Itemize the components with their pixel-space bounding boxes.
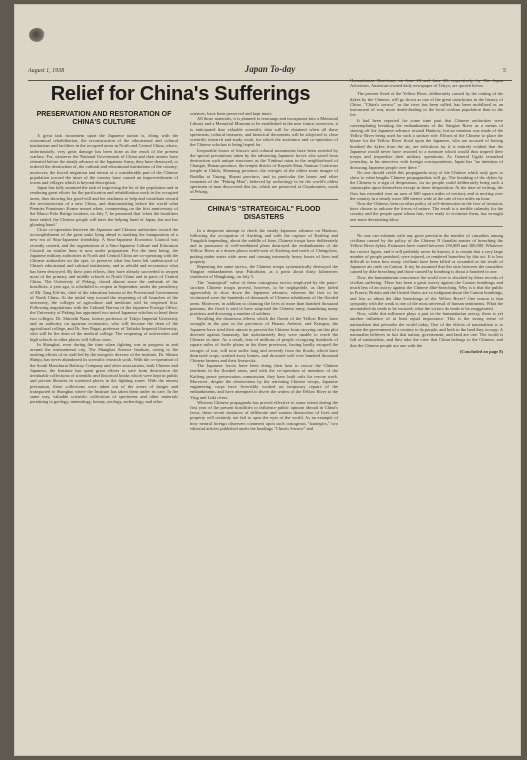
- section-heading-floods: CHINA'S "STRATEGICAL" FLOOD DISASTERS: [207, 205, 321, 221]
- paragraph: sciences, have been preserved and kept intact.: [190, 111, 273, 116]
- page-number: 5: [503, 68, 506, 74]
- paragraph: In a desperate attempt to check the steady Japanese advance on Hankow, following the occupation of Anching and with the capture of Kaifeng and Tungshih impending, about the middle of June, Chinese troops have deliberately and in pursuance of well-meditated plans destroyed the embankments of the Yellow River at a dozen places north-west of Kaifeng and north of Chengchow, putting under water wide areas and causing extremely heavy losses of lives and property.: [190, 227, 338, 264]
- quoted-paragraph: No one can estimate with any great precision the number of casualties among civilians caused by the policy of the Chinese N ilonalist armies of breaching the Yellow River dykes. Estimates have varied between 150,000 and 300,000. Whatever the correct figure, and it will probably never be known, it is certain that a very large number of people perished, were injured, or rendered homeless by this act. It is less difficult to learn how many civilians have been killed or wounded as the result of Japanese air raids on Canton. It my be assumed that the ratio between the casualties caused by dike breaching and those caused by bombing is about a hundred to one.: [350, 232, 503, 275]
- section-divider: [350, 226, 503, 227]
- paragraph: A great task incumbent upon the Japanese nation is, along with the economical rehabilitation, the reconstruction of the educational and cultural institutions and facilities in the occupied areas in North and Central China, where, unfortunately, very great damage has been done as the result of the present warfare. For, whatever the National Government of China and their armies have retreated before the steady advance of the Japanese Army, they have destroyed, or ordered the destruction of, the cultural and educational institutions of the country; moreover, the forced migration and retreat of a considerable part of the Chinese population toward the inner of the country have caused an impoverishment of towns and villages which is beyond description.: [30, 133, 178, 185]
- quoted-paragraph: Now the Chinese, bent on other policy of self-destruction in the face of invasion, have chosen to unloose the forces of nature. The result is a terrible calamity for the country and the people upon whom fate, ever ready to victimize them, has wrought one more devastating blow.: [350, 201, 503, 222]
- paragraph: Recalling the disastrous effects which the floods of the Yellow River have wrought in the past in the provinces of Honan, Anhwei, and Kiangsu, the Japanese have tried their utmost to prevent the Chinese from carrying out this plot directed against humanity, but unfortunately they were unable to reach the Chinese in time. As a result, tens of millions of people occupying hundreds of square miles of fertile plains in the three provinces, having hardly escaped the ravages of war, will now suffer long and severely from the floods, which have destroyed crops, washed away homes, and drowned well over hundred thousand Chinese farmers and their livestocks.: [190, 316, 338, 363]
- section-heading-culture: PRESERVATION AND RESTORATION OF CHINA'S CULTURE: [36, 111, 172, 126]
- column-1: [30, 110, 178, 404]
- quoted-paragraph: Now, the humanitarian conscience the world over is shocked by these records of civilian suffering. There has been a great outcry against the Canton bombings and much less of an outcry against the Chinese dike-breaching. Why is it that the public in France, Britain and the United States are so indignant about the Canton bombings, and less so about the dike breachings of the Yellow River? One reason is that sympathy with the weak is one of the most universal of human sentiments. What the unvanished do tends to be excused; what the victors do tends to be exaggerated.: [350, 274, 503, 311]
- section-divider: [190, 199, 338, 200]
- paragraph: Irreparable losses of historic and cultural monuments have been avoided by the special precautions taken by the advancing Japanese forces who saved from destruction such unique structures as the Yünhsui ruins in the neighborhood of Changte, Honan province; the temple district of Kuyüeh Shan, Santsao Confucius temple at Chüfu, Shantung province; the vestiges of the oldest stone images of Buddha at Tatung, Shansi province, and in particular the bones and other remnants of the "Peking Man"; believed by archeology to be the world's oldest specimen of man discovered this far, which are preserved at Choukoutien, south of Peking.: [190, 147, 338, 195]
- article-title: Relief for China's Sufferings: [50, 83, 311, 105]
- paragraph: Japan has fully assumed the task of improving the lot of the population and in rendering great efforts for the pacification and rehabilitation work in the occupied areas, thus showing her good-will and her readiness to help and contribute toward the reconstruction of a new China, and demonstrating before the world what Premier Fumimaro Konoe meant when, commenting on the first anniversary of the Marco Polo Bridge incident, on July 7, he promised that 'when the hostilities have ended, the Chinese people will have the helping hand of Japan, but not her gloating hand.': [30, 185, 178, 227]
- page-header: [28, 64, 512, 78]
- paragraph: Humanitarian Reactions, on June 18 and June 28, respectively, by The Japan Advertiser, American-owned daily newspaper of Tokyo, are quoted below.: [350, 78, 503, 89]
- quoted-paragraph: No one should credit this propaganda story of the Chinese which only goes to show to what lengths Chinese propagandists will go. The breaking of the dykes by the Chinese is a sign of desperation, for no people could deliberately bring such a catastrophe upon themselves except in sheer desperation. At the time of writing, the flow has extended over an area of 600 square miles of territory and is moving over the country in a steady wave 400 meters wide at the rate of two miles an hour.: [350, 169, 503, 201]
- issue-date: August 1, 1938: [28, 68, 65, 74]
- column-3: [350, 78, 503, 354]
- quoted-paragraph: The present flood of the Yellow River, deliberately caused by the cutting of the dykes by the Chinese, will go down as one of the great cataclysms in the history of China. "China's sorrow" as the river has been called, has been mobilized as an instrument of war, more death-dealing to the local civilian population than to the foe.: [350, 91, 503, 118]
- paragraph: In Shanghai, even during the time when fighting was in progress in and around the international city, The Shanghai Science Institute, owing to the untiring efforts of its staff led by the energetic director of the institute, Dr. Shinzo Shinjo, has never abandoned its scientific research work. With the co-operation of the South Manchuria Railway Company and other associations, both Chinese and Japanese, the Institute has spent great efforts to save from destruction the invaluable collections of scientific and historical books which were kept in public and private libraries in scattered places in the fighting zones. With the utmost precaution, these collections were taken out of the zones of danger and transported to Shanghai where the Institute has taken them under its care. In the same way, valuable scientific collections of specimens and other materials pertaining to geology, mineralogy, botany, zoology, archeology, and other: [30, 341, 178, 405]
- quoted-paragraph: It had been reported for some time past that Chinese authorities were contemplating breaking the embankments of the Yangtze River as a means of staving off the Japanese advance toward Hankow, but no mention was made of the Yellow River being used for such a sinister role. Efforts of the Chinese to place the blame for the Yellow River flood upon the Japanese, who are accused of having bombed the dykes from the air, are ridiculous for it is entirely evident that the Japanese would never have resorted to a measure which would thus imperil their troops and jeopardize their military operations. As General Ugaki remarked yesterday, in his interview with foreign correspondents, Japan has "no intention of drowning Japanese people over there.": [350, 117, 503, 170]
- paragraph: Repeating the same tactics, the Chinese troops systematically destroyed the Yangtze embankments near Fukuhsien, at a point about thirty kilometres southwest of Wangkiang, on July 5.: [190, 264, 338, 280]
- paragraph: Whereas Chinese propaganda has proved effective to some extent during the first year of the present hostilities to influence public opinion abroad in China's favor, these recent instances of deliberate and wanton destruction of lives and property will certainly not fail to open the eyes of the world. As an example of how neutral foreign observers comment upon such outrageous "strategics," two editorial articles published under the headings "China's Sorrow" and: [190, 399, 338, 431]
- paragraph: Close co-operation between the Japanese and Chinese authorities toward the accomplishment of the great tasks lying ahead is marking the inauguration of a new era of Sino-Japanese friendship. A Sino-Japanese Economic Council was recently created, and the organization of a Sino-Japanese Culture and Education Council on similar lines is now under preparation. For the time being, the Japanese military authorities in North and Central China are co-operating with the Chinese authorities on the spot, to preserve what has been left undestroyed of China's educational and cultural institutions, and to rebuild and reconstruct what has been destroyed. By their joint efforts, they have already succeeded to reopen most of the primary and middle schools in North China and in parts of Central China. The University of Peking, closed almost since the outbreak of the hostilities, a year ago, is scheduled to reopen in September, under the presidency of Mr. Tang Erh-ho, chief of the education bureau of the Provisional Government of North China. At the initial step toward the reopening of all branches of the university, the colleges of agriculture and medicine will be reopened first. Following negotiations with the Cultural Bureau of the Japanese Foreign Office, the University of Peking has appointed two noted Japanese scholars to head these two colleges: Dr. Shiroshi Naza, former professor of Tokyo Imperial University and an authority on agrarian economics, who will become the dean of the agricultural college, and Dr. Sen Nagai, professor of Taihoku Imperial University, who will be the dean of the medical college. The reopening of universities and high schools in other places will follow soon.: [30, 226, 178, 342]
- paragraph: All those materials, it is planned to rearrange and incorporate into a Memorial Library and a Memorial Museum to be established in the near future; moreover, it is anticipated that valuable scientific data will be obtained when all these specimens, cultural treasures, and historical documents will be subjected to close scientific research and study work, for which the assistance and co-operation of the Chinese scholars is being hoped for.: [190, 116, 338, 148]
- ink-blot: [29, 28, 45, 42]
- paragraph: The Japanese forces have been doing their best to rescue the Chinese residents in the flooded areas, and with the co-operation of members of the Kaifeng peace preservation commission, they have built rafts for rescue work. Moreover, despite the obstructions by the retreating Chinese troops, Japanese engineering corps have feverishly worked on temporary repairs of the embankments, and have attempted to divert the waters of the Yellow River to the Ying and Luki rivers.: [190, 363, 338, 400]
- column-2: [190, 111, 338, 431]
- continued-note: (Concluded on page 8): [459, 348, 503, 354]
- publication-name: Japan To-day: [244, 64, 296, 74]
- paragraph: The "strategical" value of these outrageous tactics employed by the panic-stricken Chinese troops proved, however, to be negligeable, as they failed appreciably to slow down the Japanese advance, whereas the first to be victimized were the hundreds of thousands of Chinese inhabitants of the flooded areas. Moreover, in addition to claiming the lives of more than hundred thousand peasants, the flood is said to have surprised the Chinese army, inundating many positions and drowning a number of soldiers.: [190, 279, 338, 316]
- quoted-paragraph: Now, while this influence plays a part in the humanitarian outcry, there is yet another influence of at least equal importance. This is the strong sense of nationalism that pervades the world today. One of the effects of nationalism is to equate the government of a country to its people, and both to the land they occupy. A nationalist believes in fact that nation, government, and land are one. The world is full of nationalists, and they take the view that China belongs to the Chinese, and that the Chinese people are one with the: [350, 311, 503, 348]
